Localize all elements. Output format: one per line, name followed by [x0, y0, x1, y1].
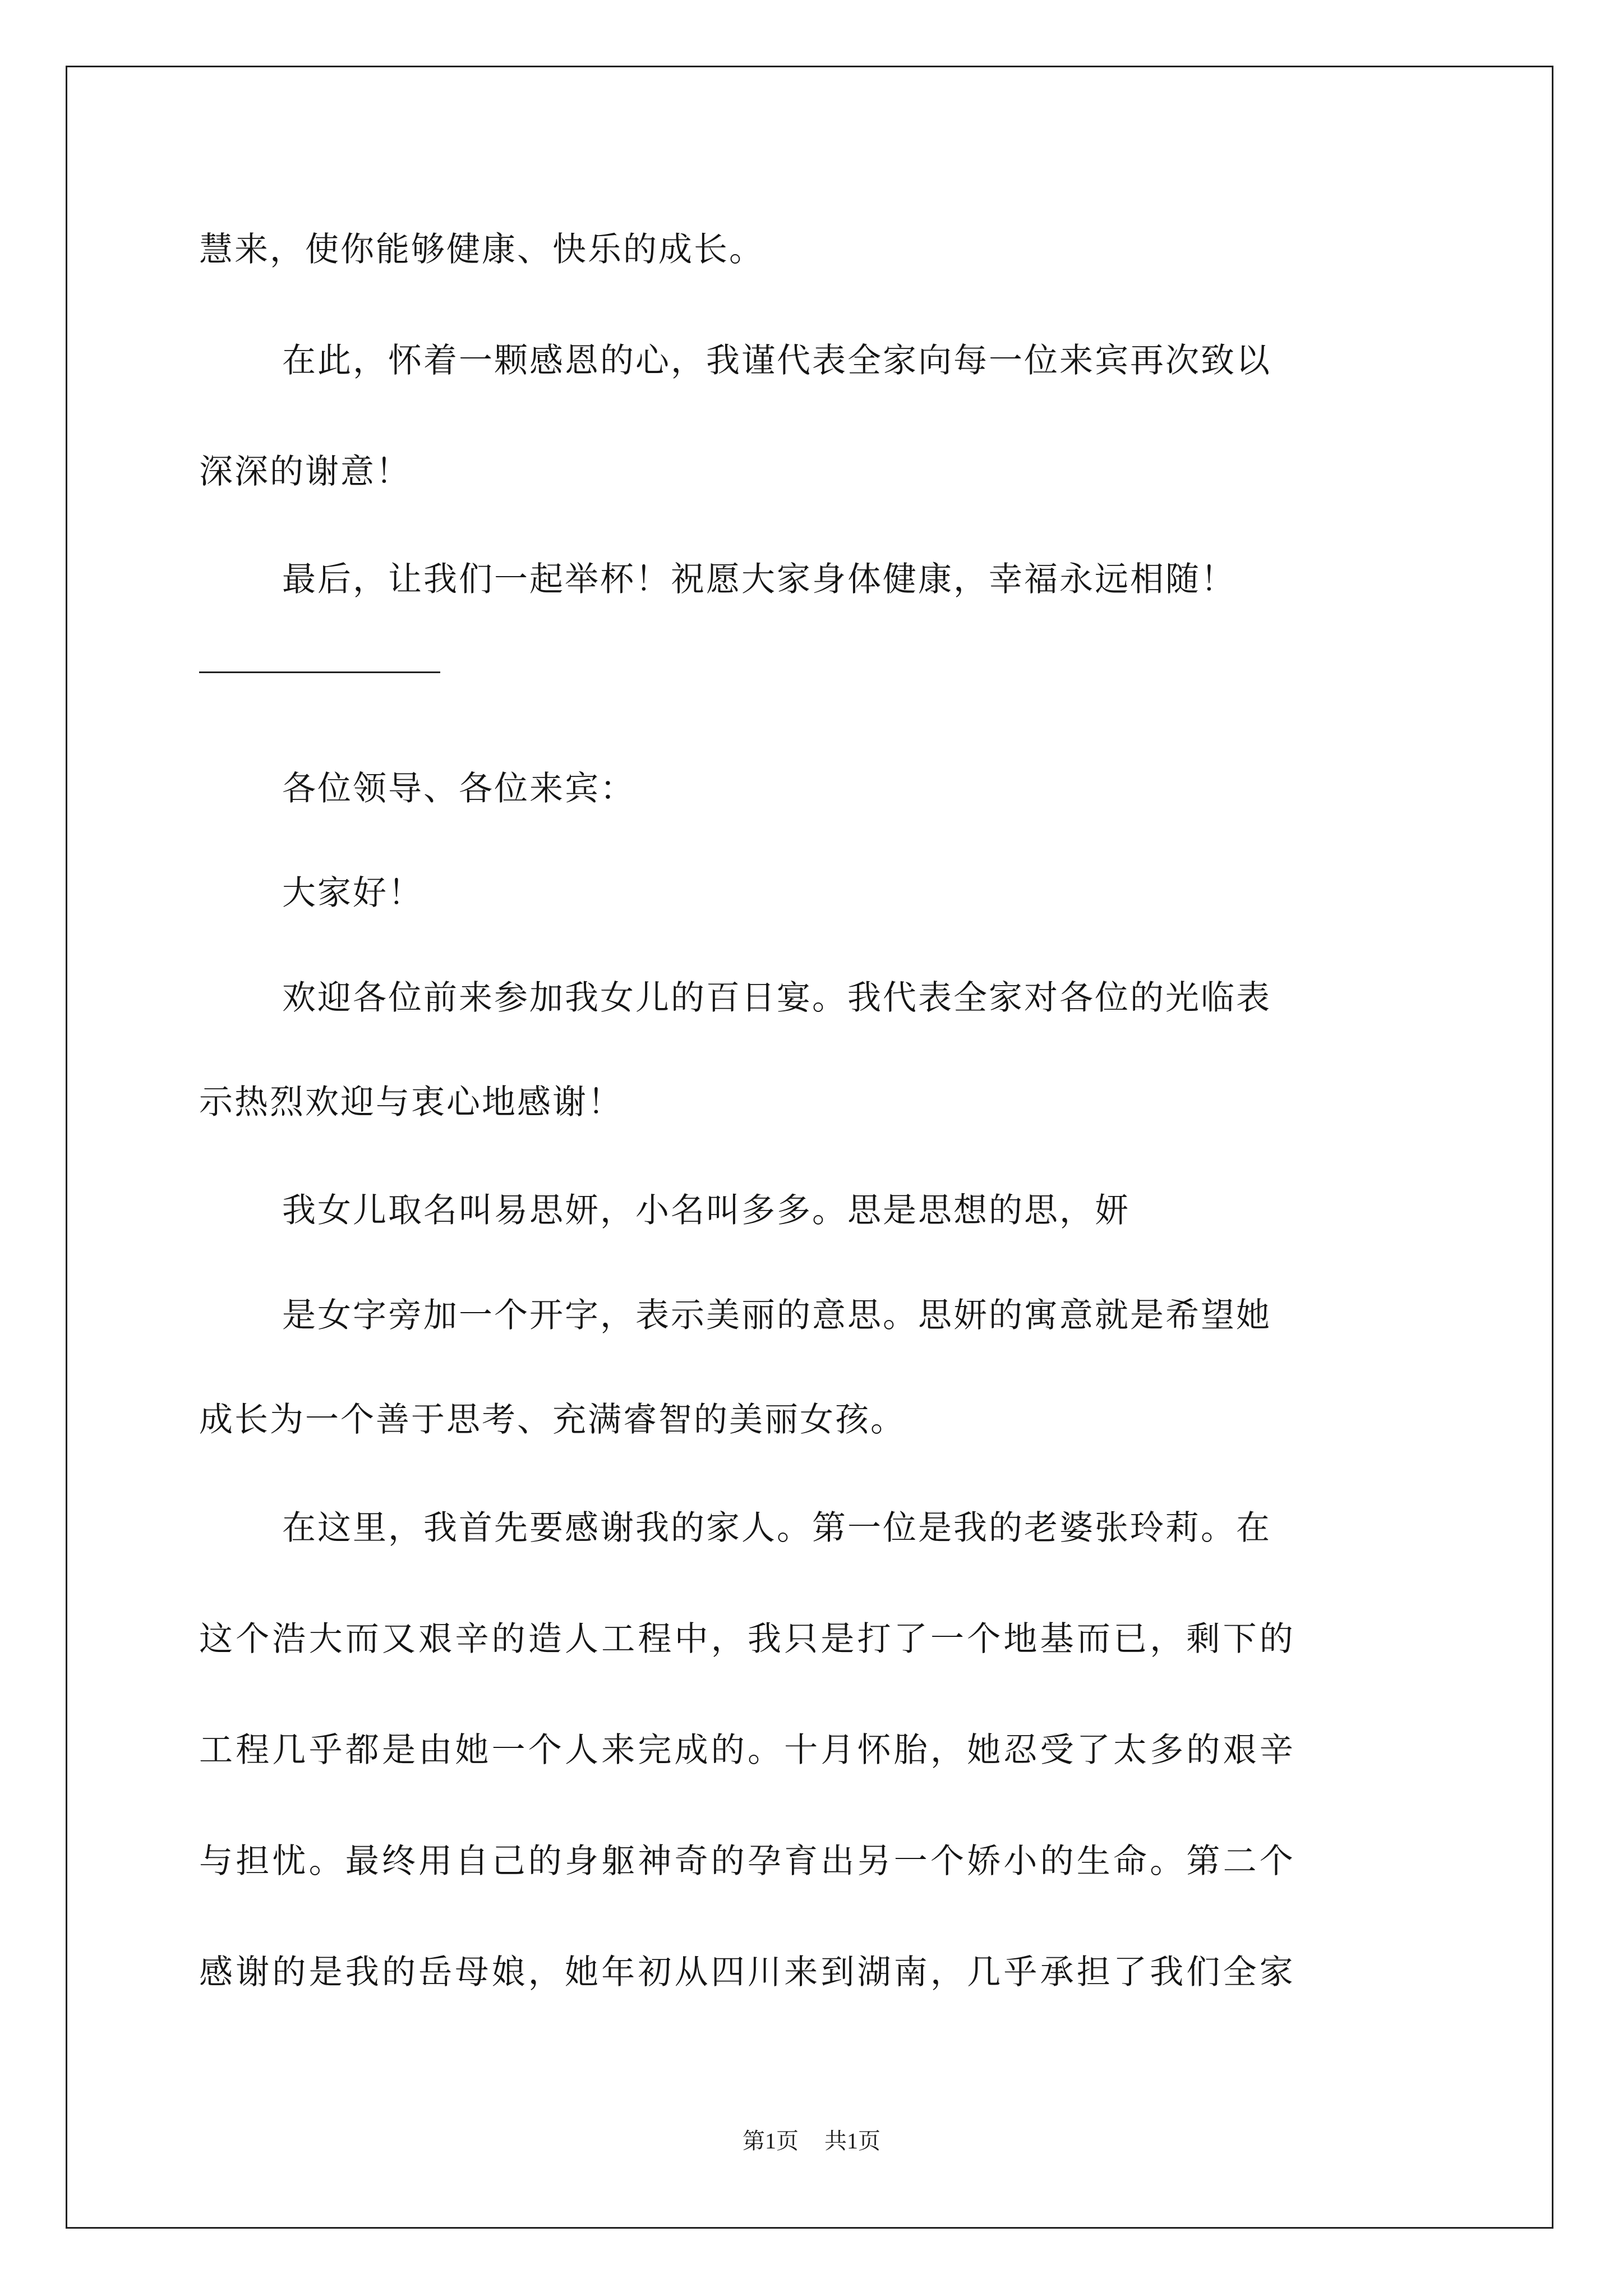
- paragraph-line: 最后，让我们一起举杯！祝愿大家身体健康，幸福永远相随！: [282, 560, 1236, 599]
- salutation: 各位领导、各位来宾：: [282, 769, 635, 808]
- paragraph-line: 成长为一个善于思考、充满睿智的美丽女孩。: [199, 1400, 906, 1439]
- paragraph-line: 感谢的是我的岳母娘，她年初从四川来到湖南，几乎承担了我们全家: [199, 1953, 1296, 1992]
- page-footer: [0, 2128, 1623, 2155]
- paragraph-line: 在此，怀着一颗感恩的心，我谨代表全家向每一位来宾再次致以: [282, 341, 1271, 380]
- paragraph-line: 欢迎各位前来参加我女儿的百日宴。我代表全家对各位的光临表: [282, 978, 1271, 1018]
- page-total: 共1页: [824, 2128, 880, 2154]
- page-frame: [66, 66, 1553, 2229]
- section-separator: [199, 671, 440, 673]
- greeting: 大家好！: [282, 873, 423, 913]
- paragraph-line: 在这里，我首先要感谢我的家人。第一位是我的老婆张玲莉。在: [282, 1508, 1271, 1548]
- paragraph-line: 工程几乎都是由她一个人来完成的。十月怀胎，她忍受了太多的艰辛: [199, 1731, 1296, 1770]
- paragraph-line: 这个浩大而又艰辛的造人工程中，我只是打了一个地基而已，剩下的: [199, 1619, 1296, 1659]
- paragraph-line: 我女儿取名叫易思妍，小名叫多多。思是思想的思，妍: [282, 1191, 1130, 1230]
- paragraph-line: 示热烈欢迎与衷心地感谢！: [199, 1083, 623, 1122]
- paragraph-line: 与担忧。最终用自己的身躯神奇的孕育出另一个娇小的生命。第二个: [199, 1842, 1296, 1881]
- paragraph-line: 是女字旁加一个开字，表示美丽的意思。思妍的寓意就是希望她: [282, 1296, 1271, 1335]
- paragraph-line: 慧来，使你能够健康、快乐的成长。: [199, 230, 764, 269]
- paragraph-line: 深深的谢意！: [199, 452, 411, 491]
- page-number: 第1页: [743, 2128, 799, 2154]
